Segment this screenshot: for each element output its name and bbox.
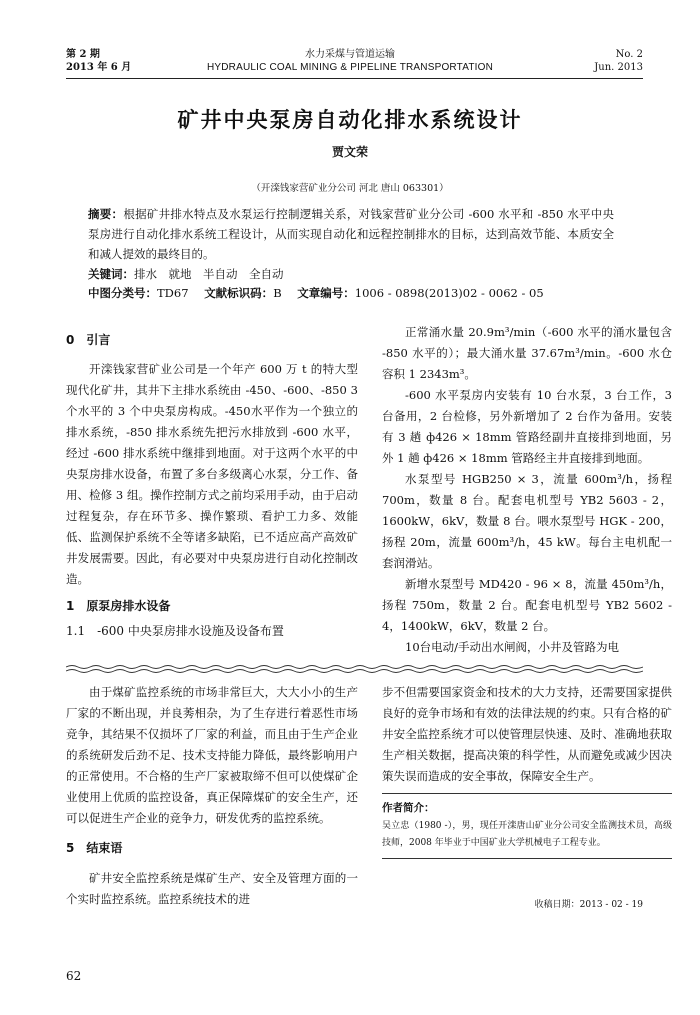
journal-cn: 水力采煤与管道运输 xyxy=(305,49,395,60)
intro-paragraph: 开滦钱家营矿业公司是一个年产 600 万 t 的特大型现代化矿井，其井下主排水系统由 -450、-600、-850 3 个水平的 3 个中央泵房构成。-450水平作为一个独立的排水系统，-850 排水系统先把污水排放到 -600 水平，经过 -600 排水系统中继排到地面。对于这两个水平的中央泵房排水设备，布置了多台多级离心水泵，分工作、备用、检修 3 组。操作控制方式之前均采用手动，由于启动过程复杂，存在环节多、操作繁琐、看护工力多、效能低、监测保护系统不全等诸多缺陷，已不适应高产高效矿井发展需要。因此，有必要对中央泵房进行自动化控制改造。 xyxy=(66,362,358,586)
keywords-label: 关键词： xyxy=(88,267,134,281)
section-1-heading: 1 原泵房排水设备 xyxy=(66,599,171,613)
abstract-text: 根据矿井排水特点及水泵运行控制逻辑关系，对钱家营矿业分公司 -600 水平和 -850 水平中央泵房进行自动化排水系统工程设计，从而实现自动化和远程控制排水的目标，达到高效节能、本质安全和减人提效的最终目的。 xyxy=(88,207,615,261)
section-5-heading: 5 结束语 xyxy=(66,841,123,855)
author-intro-text: 吴立忠（1980 -），男，现任开滦唐山矿业分公司安全监测技术员，高级技师，2008 年毕业于中国矿业大学机械电子工程专业。 xyxy=(382,821,672,848)
lower-right-column xyxy=(382,682,672,865)
paper-title: 矿井中央泵房自动化排水系统设计 xyxy=(177,108,523,132)
journal-en: HYDRAULIC COAL MINING & PIPELINE TRANSPORTATION xyxy=(206,62,494,73)
valve-paragraph: 10台电动/手动出水闸阀，小井及管路为电 xyxy=(405,640,620,654)
author-name: 贾文荣 xyxy=(331,145,368,159)
footnote-rule xyxy=(382,793,672,794)
classification xyxy=(88,283,614,303)
new-pump-paragraph: 新增水泵型号 MD420 - 96 × 8，流量 450m³/h，扬程 750m，数量 2 台。配套电机型号 YB2 5602 - 4，1400kW，6kV，数量 2 台。 xyxy=(382,577,672,633)
author-intro xyxy=(382,800,672,852)
keywords xyxy=(88,264,614,284)
article-label: 文章编号： xyxy=(297,286,355,300)
clc-label: 中图分类号： xyxy=(88,286,157,300)
pump-room-paragraph: -600 水平泵房内安装有 10 台水泵，3 台工作，3 台备用，2 台检修，另外新增加了 2 台作为备用。安装有 3 趟 ф426 × 18mm 管路经副井直接排到地面，另外 1 趟 ф426 × 18mm 管路经主井直接排到地面。 xyxy=(382,388,672,465)
conclusion-continuation: 步不但需要国家资金和技术的大力支持，还需要国家提供良好的竞争市场和有效的法律法规的约束。只有合格的矿井安全监控系统才可以使管理层快速、及时、准确地获取生产相关数据，提高决策的科学性，从而避免或减少因决策失误而造成的安全事故，保障安全生产。 xyxy=(382,685,672,783)
clc-value: TD67 xyxy=(157,286,189,300)
wavy-divider xyxy=(66,664,643,674)
doc-value: B xyxy=(273,286,282,300)
lower-left-column xyxy=(66,682,358,910)
upper-right-column xyxy=(382,322,672,658)
section-1-1-heading: 1.1 -600 中央泵房排水设施及设备布置 xyxy=(66,624,284,638)
doc-label: 文献标识码： xyxy=(204,286,274,300)
upper-left-column xyxy=(66,330,358,642)
issue-cn: 第 2 期 xyxy=(66,49,100,60)
page-number: 62 xyxy=(66,969,82,983)
pump-model-paragraph: 水泵型号 HGB250 × 3，流量 600m³/h，扬程 700m，数量 8 台。配套电机型号 YB2 5603 - 2，1600kW，6kV，数量 8 台。喂水泵型号 HGK - 200，扬程 20m，流量 600m³/h，45 kW。每台主电机配一套润滑站。 xyxy=(382,472,672,570)
abstract-label: 摘要： xyxy=(88,207,124,221)
issue-info-en xyxy=(594,48,643,74)
date-cn: 2013 年 6 月 xyxy=(66,62,132,73)
footnote-rule-bottom xyxy=(382,858,672,859)
affiliation: （开滦钱家营矿业分公司 河北 唐山 063301） xyxy=(251,183,449,194)
article-value: 1006 - 0898(2013)02 - 0062 - 05 xyxy=(354,286,544,300)
monitoring-market-paragraph: 由于煤矿监控系统的市场非常巨大，大大小小的生产厂家的不断出现，并良莠相杂，为了生存进行着恶性市场竞争，其结果不仅损坏了厂家的利益，而且由于生产企业的系统研发后劲不足、技术支持能力降低，最终影响用户的正常使用。不合格的生产厂家被取缔不但可以使煤矿企业使用上优质的监控设备，真正保障煤矿的安全生产，还可以促进生产企业的竞争力，研发优秀的监控系统。 xyxy=(66,685,358,825)
issue-en: No. 2 xyxy=(615,49,643,60)
keywords-text: 排水 就地 半自动 全自动 xyxy=(134,267,284,281)
water-volume-paragraph: 正常涌水量 20.9m³/min（-600 水平的涌水量包含 -850 水平的）；最大涌水量 37.67m³/min。-600 水仓容积 1 2343m³。 xyxy=(382,325,672,381)
header-rule xyxy=(66,78,643,79)
author-intro-label: 作者简介： xyxy=(382,802,435,814)
abstract xyxy=(88,204,614,264)
section-0-heading: 0 引言 xyxy=(66,333,111,347)
conclusion-paragraph: 矿井安全监控系统是煤矿生产、安全及管理方面的一个实时监控系统。监控系统技术的进 xyxy=(66,871,358,906)
date-en: Jun. 2013 xyxy=(594,62,643,73)
received-date: 收稿日期：2013 - 02 - 19 xyxy=(534,900,643,910)
